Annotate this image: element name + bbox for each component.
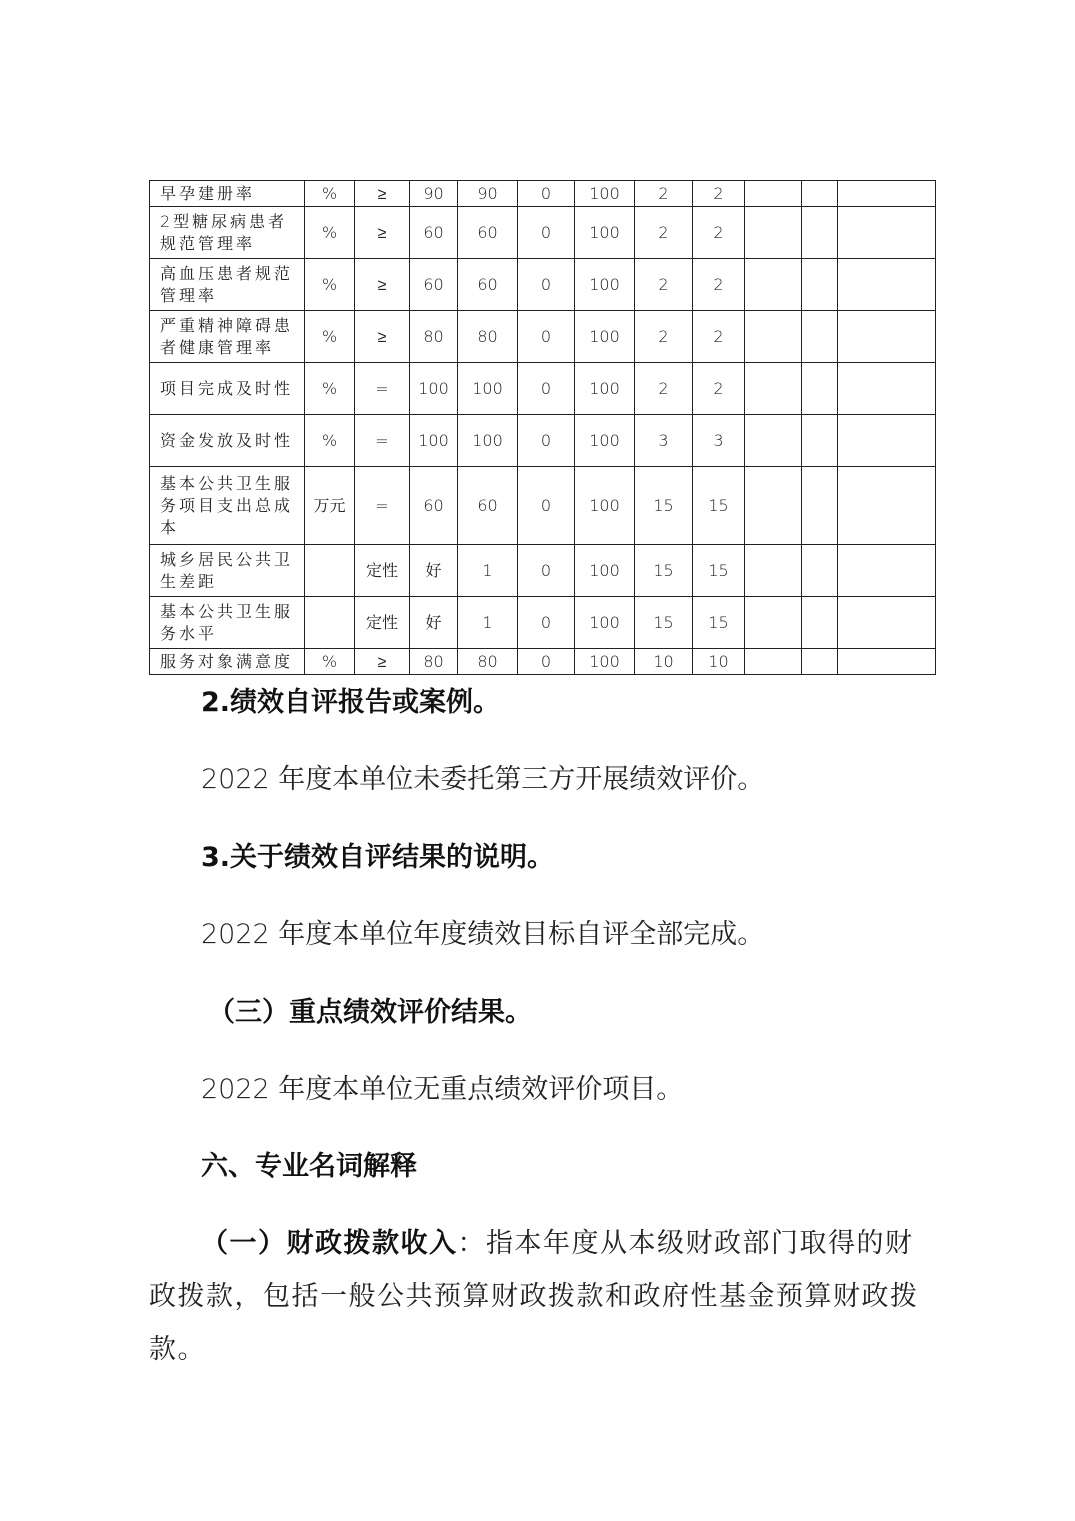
value-cell: 0 bbox=[518, 207, 575, 259]
value-cell: 2 bbox=[693, 259, 745, 311]
empty-cell bbox=[838, 649, 936, 675]
unit-cell: % bbox=[305, 207, 355, 259]
value-cell: 0 bbox=[518, 259, 575, 311]
value-cell: 10 bbox=[635, 649, 693, 675]
empty-cell bbox=[745, 259, 802, 311]
unit-cell: % bbox=[305, 363, 355, 415]
actual-cell: 60 bbox=[458, 467, 518, 545]
empty-cell bbox=[745, 597, 802, 649]
value-cell: 0 bbox=[518, 363, 575, 415]
value-cell: 100 bbox=[575, 415, 635, 467]
value-cell: 2 bbox=[635, 363, 693, 415]
actual-cell: 1 bbox=[458, 597, 518, 649]
operator-cell: = bbox=[355, 467, 410, 545]
actual-cell: 1 bbox=[458, 545, 518, 597]
empty-cell bbox=[745, 415, 802, 467]
value-cell: 100 bbox=[575, 311, 635, 363]
indicator-name-cell: 2型糖尿病患者规范管理率 bbox=[150, 207, 305, 259]
actual-cell: 80 bbox=[458, 649, 518, 675]
value-cell: 15 bbox=[635, 467, 693, 545]
operator-cell: 定性 bbox=[355, 545, 410, 597]
indicator-name-cell: 资金发放及时性 bbox=[150, 415, 305, 467]
value-cell: 2 bbox=[635, 311, 693, 363]
value-cell: 2 bbox=[693, 363, 745, 415]
target-cell: 80 bbox=[410, 311, 458, 363]
value-cell: 0 bbox=[518, 415, 575, 467]
target-cell: 60 bbox=[410, 207, 458, 259]
value-cell: 100 bbox=[575, 259, 635, 311]
value-cell: 10 bbox=[693, 649, 745, 675]
target-cell: 好 bbox=[410, 545, 458, 597]
value-cell: 0 bbox=[518, 311, 575, 363]
unit-cell bbox=[305, 597, 355, 649]
table-row bbox=[150, 545, 936, 597]
empty-cell bbox=[745, 649, 802, 675]
empty-cell bbox=[838, 363, 936, 415]
empty-cell bbox=[838, 415, 936, 467]
empty-cell bbox=[802, 467, 838, 545]
unit-cell: % bbox=[305, 649, 355, 675]
target-cell: 80 bbox=[410, 649, 458, 675]
operator-cell: ≥ bbox=[355, 649, 410, 675]
table-row bbox=[150, 259, 936, 311]
value-cell: 100 bbox=[575, 181, 635, 207]
unit-cell: % bbox=[305, 181, 355, 207]
target-cell: 60 bbox=[410, 467, 458, 545]
table-row bbox=[150, 363, 936, 415]
section-2-heading: 2.绩效自评报告或案例。 bbox=[201, 687, 501, 718]
section-6-heading: 六、专业名词解释 bbox=[201, 1151, 417, 1182]
table-row bbox=[150, 467, 936, 545]
actual-cell: 60 bbox=[458, 259, 518, 311]
value-cell: 0 bbox=[518, 467, 575, 545]
empty-cell bbox=[838, 207, 936, 259]
operator-cell: ≥ bbox=[355, 311, 410, 363]
target-cell: 90 bbox=[410, 181, 458, 207]
empty-cell bbox=[802, 207, 838, 259]
empty-cell bbox=[802, 597, 838, 649]
value-cell: 100 bbox=[575, 545, 635, 597]
indicator-name-cell: 早孕建册率 bbox=[150, 181, 305, 207]
actual-cell: 100 bbox=[458, 415, 518, 467]
actual-cell: 100 bbox=[458, 363, 518, 415]
empty-cell bbox=[745, 467, 802, 545]
value-cell: 15 bbox=[693, 597, 745, 649]
operator-cell: ≥ bbox=[355, 207, 410, 259]
definition-term: （一）财政拨款收入 bbox=[201, 1228, 458, 1259]
empty-cell bbox=[745, 545, 802, 597]
empty-cell bbox=[745, 311, 802, 363]
section-2-text: 2022 年度本单位未委托第三方开展绩效评价。 bbox=[201, 764, 765, 795]
value-cell: 2 bbox=[635, 207, 693, 259]
target-cell: 60 bbox=[410, 259, 458, 311]
unit-cell: 万元 bbox=[305, 467, 355, 545]
empty-cell bbox=[802, 363, 838, 415]
value-cell: 0 bbox=[518, 181, 575, 207]
definition-text: ：指本年度从本级财政部门取得的财政拨款，包括一般公共预算财政拨款和政府性基金预算财政拨款。 bbox=[149, 1228, 919, 1365]
value-cell: 0 bbox=[518, 545, 575, 597]
value-cell: 15 bbox=[693, 545, 745, 597]
empty-cell bbox=[745, 363, 802, 415]
table-row bbox=[150, 181, 936, 207]
value-cell: 0 bbox=[518, 649, 575, 675]
indicator-name-cell: 城乡居民公共卫生差距 bbox=[150, 545, 305, 597]
table-row bbox=[150, 311, 936, 363]
operator-cell: ≥ bbox=[355, 181, 410, 207]
unit-cell bbox=[305, 545, 355, 597]
value-cell: 100 bbox=[575, 363, 635, 415]
value-cell: 2 bbox=[693, 181, 745, 207]
indicator-name-cell: 严重精神障碍患者健康管理率 bbox=[150, 311, 305, 363]
table-body bbox=[150, 181, 936, 675]
section-3-text: 2022 年度本单位年度绩效目标自评全部完成。 bbox=[201, 919, 765, 950]
indicator-name-cell: 服务对象满意度 bbox=[150, 649, 305, 675]
empty-cell bbox=[838, 181, 936, 207]
section-3-heading: 3.关于绩效自评结果的说明。 bbox=[201, 842, 555, 873]
empty-cell bbox=[745, 181, 802, 207]
indicator-name-cell: 高血压患者规范管理率 bbox=[150, 259, 305, 311]
actual-cell: 90 bbox=[458, 181, 518, 207]
target-cell: 好 bbox=[410, 597, 458, 649]
value-cell: 100 bbox=[575, 597, 635, 649]
empty-cell bbox=[802, 181, 838, 207]
actual-cell: 60 bbox=[458, 207, 518, 259]
empty-cell bbox=[802, 311, 838, 363]
unit-cell: % bbox=[305, 259, 355, 311]
empty-cell bbox=[802, 415, 838, 467]
value-cell: 100 bbox=[575, 649, 635, 675]
value-cell: 15 bbox=[635, 597, 693, 649]
indicator-name-cell: 基本公共卫生服务项目支出总成本 bbox=[150, 467, 305, 545]
indicator-name-cell: 项目完成及时性 bbox=[150, 363, 305, 415]
section-4-heading: （三）重点绩效评价结果。 bbox=[208, 997, 532, 1028]
empty-cell bbox=[802, 545, 838, 597]
table-row bbox=[150, 649, 936, 675]
unit-cell: % bbox=[305, 415, 355, 467]
value-cell: 2 bbox=[635, 181, 693, 207]
value-cell: 3 bbox=[693, 415, 745, 467]
empty-cell bbox=[745, 207, 802, 259]
operator-cell: = bbox=[355, 415, 410, 467]
operator-cell: = bbox=[355, 363, 410, 415]
value-cell: 2 bbox=[635, 259, 693, 311]
operator-cell: ≥ bbox=[355, 259, 410, 311]
empty-cell bbox=[802, 649, 838, 675]
unit-cell: % bbox=[305, 311, 355, 363]
value-cell: 15 bbox=[693, 467, 745, 545]
value-cell: 0 bbox=[518, 597, 575, 649]
empty-cell bbox=[838, 597, 936, 649]
operator-cell: 定性 bbox=[355, 597, 410, 649]
definition-paragraph bbox=[149, 1217, 935, 1376]
table-row bbox=[150, 207, 936, 259]
table-row bbox=[150, 415, 936, 467]
indicator-name-cell: 基本公共卫生服务水平 bbox=[150, 597, 305, 649]
value-cell: 3 bbox=[635, 415, 693, 467]
performance-indicator-table bbox=[149, 180, 936, 675]
value-cell: 100 bbox=[575, 467, 635, 545]
empty-cell bbox=[838, 311, 936, 363]
empty-cell bbox=[838, 545, 936, 597]
target-cell: 100 bbox=[410, 415, 458, 467]
value-cell: 2 bbox=[693, 311, 745, 363]
empty-cell bbox=[838, 467, 936, 545]
empty-cell bbox=[802, 259, 838, 311]
empty-cell bbox=[838, 259, 936, 311]
table-row bbox=[150, 597, 936, 649]
section-4-text: 2022 年度本单位无重点绩效评价项目。 bbox=[201, 1074, 684, 1105]
value-cell: 15 bbox=[635, 545, 693, 597]
value-cell: 100 bbox=[575, 207, 635, 259]
value-cell: 2 bbox=[693, 207, 745, 259]
actual-cell: 80 bbox=[458, 311, 518, 363]
target-cell: 100 bbox=[410, 363, 458, 415]
